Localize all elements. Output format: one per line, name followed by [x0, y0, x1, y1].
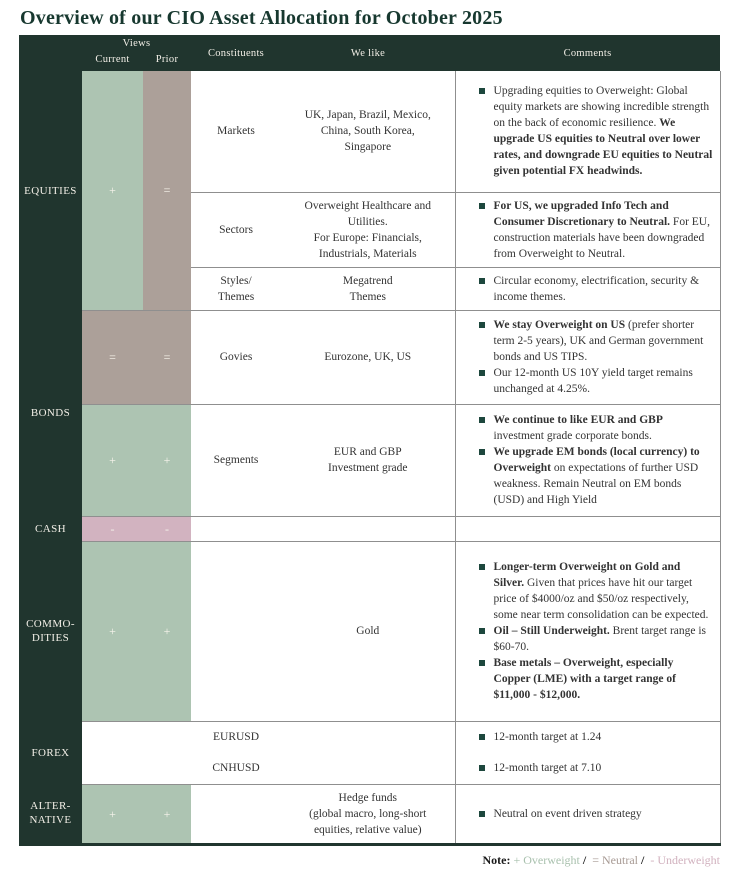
- comment-text: For US, we upgraded Info Tech and Consumer Discretionary to Neutral. For EU, construction materials have been downgraded from Overweight to Neutral.: [493, 199, 710, 260]
- constituent-cell: Markets: [217, 125, 255, 138]
- comment-bullet: [479, 198, 713, 262]
- prior-view-overweight: +: [143, 404, 191, 516]
- prior-view-neutral: =: [143, 310, 191, 404]
- current-view-underweight: -: [82, 516, 143, 541]
- comment-bullet: [479, 365, 713, 397]
- comment-text: 12-month target at 7.10: [493, 761, 602, 774]
- we-like-cell: Megatrend Themes: [281, 267, 455, 310]
- bullet-square-icon: [479, 734, 485, 740]
- constituent-cell: Segments: [191, 404, 281, 516]
- comments-cell: [455, 71, 720, 192]
- comment-text: Our 12-month US 10Y yield target remains unchanged at 4.25%.: [493, 367, 693, 395]
- legend-neutral: = Neutral: [592, 852, 638, 867]
- table-row: [19, 310, 720, 404]
- comment-bullet: [479, 623, 713, 655]
- bullet-square-icon: [479, 811, 485, 817]
- comment-bullet: [479, 729, 713, 745]
- views-header: Views: [82, 35, 191, 51]
- bullet-square-icon: [479, 370, 485, 376]
- current-view-overweight: +: [82, 71, 143, 310]
- comments-header: Comments: [455, 35, 720, 71]
- legend-separator: /: [582, 852, 587, 867]
- comment-text: We stay Overweight on US (prefer shorter term 2-5 years), UK and German government bonds and US TIPS.: [493, 319, 704, 363]
- constituent-cell: Sectors: [191, 192, 281, 267]
- comments-cell: [455, 310, 720, 404]
- table-row: [19, 784, 720, 844]
- page-title: Overview of our CIO Asset Allocation for October 2025: [20, 7, 503, 29]
- we-like-cell: Hedge funds (global macro, long-short equities, relative value): [281, 784, 455, 844]
- prior-view-overweight: +: [143, 784, 191, 844]
- bullet-square-icon: [479, 564, 485, 570]
- constituent-cell: CNHUSD: [212, 761, 260, 774]
- prior-view-underweight: -: [143, 516, 191, 541]
- current-view-overweight: +: [82, 541, 143, 721]
- comment-text: We upgrade EM bonds (local currency) to Overweight on expectations of further USD weakness. Remain Neutral on EM bonds (USD) and High Yield: [493, 446, 700, 506]
- legend-note: [0, 853, 720, 868]
- current-view-overweight: +: [82, 404, 143, 516]
- comment-bullet: [479, 412, 713, 444]
- note-label: Note:: [482, 852, 511, 867]
- table-row: [19, 404, 720, 516]
- comment-text: Neutral on event driven strategy: [493, 807, 642, 820]
- views-cell-empty: [82, 721, 191, 784]
- current-header: Current: [82, 51, 143, 71]
- comment-bullet: [479, 273, 713, 305]
- comment-text: We continue to like EUR and GBP investment grade corporate bonds.: [493, 414, 663, 442]
- current-view-overweight: +: [82, 784, 143, 844]
- comments-cell: [455, 267, 720, 310]
- legend-separator: /: [641, 852, 645, 867]
- we-like-header: We like: [281, 35, 455, 71]
- table-row: [19, 71, 720, 192]
- asset-class-equities: EQUITIES: [19, 71, 82, 310]
- comments-cell: [455, 192, 720, 267]
- we-like-cell: Eurozone, UK, US: [281, 310, 455, 404]
- comments-cell: [455, 721, 720, 752]
- prior-view-overweight: +: [143, 541, 191, 721]
- current-view-neutral: =: [82, 310, 143, 404]
- prior-view-neutral: =: [143, 71, 191, 310]
- constituent-cell: [191, 516, 281, 541]
- comments-cell: [455, 516, 720, 541]
- bullet-square-icon: [479, 628, 485, 634]
- comments-cell: [455, 541, 720, 721]
- comment-text: Oil – Still Underweight. Brent target range is $60-70.: [493, 625, 707, 653]
- we-like-cell: [281, 721, 455, 752]
- comment-text: Circular economy, electrification, security & income themes.: [493, 274, 700, 303]
- comment-bullet: [479, 806, 713, 822]
- we-like-cell: EUR and GBP Investment grade: [281, 404, 455, 516]
- bullet-square-icon: [479, 417, 485, 423]
- bullet-square-icon: [479, 278, 485, 284]
- legend-underweight: - Underweight: [650, 852, 720, 867]
- we-like-cell: UK, Japan, Brazil, Mexico, China, South Korea, Singapore: [304, 109, 431, 154]
- bullet-square-icon: [479, 660, 485, 666]
- comment-bullet: [479, 655, 713, 703]
- we-like-cell: Gold: [281, 541, 455, 721]
- constituent-cell: [191, 784, 281, 844]
- table-row: [19, 721, 720, 752]
- comments-cell: [455, 404, 720, 516]
- comment-text: Base metals – Overweight, especially Copper (LME) with a target range of $11,000 - $12,000.: [493, 657, 676, 701]
- asset-class-header: [19, 35, 82, 71]
- constituent-cell: [191, 541, 281, 721]
- we-like-cell: [281, 752, 455, 784]
- asset-class-bonds: BONDS: [19, 310, 82, 516]
- constituents-header: Constituents: [191, 35, 281, 71]
- asset-class-forex: FOREX: [19, 721, 82, 784]
- asset-class-cash: CASH: [19, 516, 82, 541]
- comment-bullet: [479, 444, 713, 508]
- prior-header: Prior: [143, 51, 191, 71]
- comment-bullet: [479, 559, 713, 623]
- bullet-square-icon: [479, 88, 485, 94]
- comment-text: Upgrading equities to Overweight: Global equity markets are showing incredible strength on the back of economic resilience. We upgrade US equities to Neutral over lower rates, and downgrade EU equities to Neutral given potential FX headwinds.: [493, 85, 713, 178]
- comment-bullet: [479, 317, 713, 365]
- table-row: [19, 541, 720, 721]
- legend-overweight: + Overweight: [513, 852, 580, 867]
- comment-text: 12-month target at 1.24: [493, 730, 602, 743]
- comment-bullet: [479, 760, 713, 776]
- asset-class-alternative: ALTER- NATIVE: [19, 784, 82, 844]
- we-like-cell: [281, 516, 455, 541]
- table-row: [19, 516, 720, 541]
- constituent-cell: Styles/ Themes: [191, 267, 281, 310]
- comment-bullet: [479, 83, 713, 179]
- bullet-square-icon: [479, 203, 485, 209]
- comments-cell: [455, 752, 720, 784]
- constituent-cell: Govies: [191, 310, 281, 404]
- bullet-square-icon: [479, 322, 485, 328]
- asset-class-commodities: COMMO- DITIES: [19, 541, 82, 721]
- cio-allocation-table: [19, 35, 721, 846]
- constituent-cell: EURUSD: [191, 721, 281, 752]
- comment-text: Longer-term Overweight on Gold and Silver. Given that prices have hit our target price of $4000/oz and $50/oz respectively, some near term consolidation can be expected.: [493, 561, 709, 621]
- comments-cell: [455, 784, 720, 844]
- we-like-cell: Overweight Healthcare and Utilities. For Europe: Financials, Industrials, Materials: [281, 192, 455, 267]
- bullet-square-icon: [479, 449, 485, 455]
- bullet-square-icon: [479, 765, 485, 771]
- table-header: [19, 35, 720, 71]
